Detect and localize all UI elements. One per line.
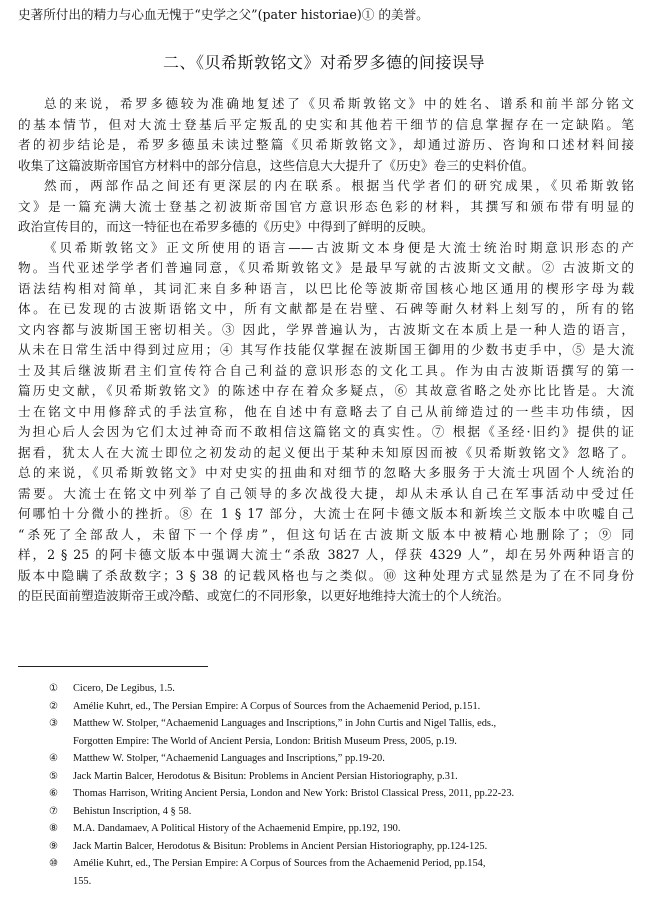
body-line: 《贝希斯敦铭文》正文所使用的语言——古波斯文本身便是大流士统治时期意识形态的产 bbox=[44, 239, 634, 255]
body-line: 者的初步结论是，希罗多德虽未读过整篇《贝希斯敦铭文》，却通过游历、咨询和口述材料间接 bbox=[18, 137, 634, 152]
footnote-number: ⑩ bbox=[49, 858, 58, 869]
footnote bbox=[18, 680, 630, 698]
body-line: “杀死了全部敌人，未留下一个俘虏”，但这句话在古波斯文版本中被精心地删除了；⑨ 同 bbox=[18, 526, 634, 542]
footnote bbox=[18, 768, 630, 786]
body-line: 政治宣传目的，而这一特征也在希罗多德的《历史》中得到了鲜明的反映。 bbox=[18, 219, 434, 234]
footnote bbox=[18, 803, 630, 821]
footnote-text-continued: Forgotten Empire: The World of Ancient Persia, London: British Museum Press, 2005, p.19. bbox=[73, 735, 457, 747]
body-line: 文》是一篇充满大流士登基之初波斯帝国官方意识形态色彩的材料，其撰写和颁布带有明显的 bbox=[18, 198, 634, 214]
footnote-text: Behistun Inscription, 4 § 58. bbox=[73, 805, 192, 817]
body-line: 样，2 § 25 的阿卡德文版本中强调大流士“杀敌 3827 人，俘获 4329 人”，却在另外两种语言的 bbox=[18, 547, 634, 562]
footnote-text: Jack Martin Balcer, Herodotus & Bisitun: Problems in Ancient Persian Historiography, p.31. bbox=[73, 770, 458, 782]
body-line: 据看，犹太人在大流士即位之初发动的起义便出于某种未知原因而被《贝希斯敦铭文》忽略了。 bbox=[18, 444, 634, 460]
footnote-text-continued: 155. bbox=[73, 875, 92, 887]
body-line: 语法结构相对简单，其词汇来自多种语言，以巴比伦等波斯帝国核心地区通用的楔形字母为载 bbox=[18, 280, 634, 296]
footnote-text: Thomas Harrison, Writing Ancient Persia, London and New York: Bristol Classical Press, 2011, pp.22-23. bbox=[73, 788, 515, 799]
body-line: 何哪怕十分微小的挫折。⑧ 在 1 § 17 部分，大流士在阿卡德文版本和新埃兰文版本中吹嘘自己 bbox=[18, 506, 634, 521]
body-line: 士在铭文中用修辞式的手法宣称，他在自述中有意略去了自己从前缔造过的一些丰功伟绩，因 bbox=[18, 403, 634, 419]
footnote-text: Matthew W. Stolper, “Achaemenid Languages and Inscriptions,” pp.19-20. bbox=[73, 753, 385, 764]
body-line: 然而，两部作品之间还有更深层的内在联系。根据当代学者们的研究成果，《贝希斯敦铭 bbox=[44, 178, 634, 193]
lead-paragraph-line: 史著所付出的精力与心血无愧于“史学之父”(pater historiae)① 的美誉。 bbox=[18, 7, 429, 22]
body-line: 的基本情节，但对大流士登基后平定叛乱的史实和其他若干细节的信息掌握存在一定缺陷。笔 bbox=[18, 116, 634, 132]
footnote bbox=[18, 820, 630, 838]
footnote-text: M.A. Dandamaev, A Political History of the Achaemenid Empire, pp.192, 190. bbox=[73, 823, 401, 834]
footnote-number: ⑥ bbox=[49, 788, 58, 799]
body-line: 的臣民面前塑造波斯帝王或冷酷、或宽仁的不同形象，以更好地维持大流士的个人统治。 bbox=[18, 588, 510, 603]
footnote-number: ② bbox=[49, 700, 58, 712]
body-line: 士及其后继波斯君主们宣传符合自己利益的意识形态的文化工具。作为由古波斯语撰写的第一 bbox=[18, 362, 634, 378]
body-line: 体。在已发现的古波斯语铭文中，所有文献都是在岩壁、石碑等耐久材料上刻写的，所有的铭 bbox=[18, 301, 634, 316]
body-line: 篇历史文献，《贝希斯敦铭文》的陈述中存在着众多疑点，⑥ 其故意省略之处亦比比皆是。大流 bbox=[18, 383, 634, 398]
footnote-number: ① bbox=[49, 683, 58, 694]
footnote-text: Matthew W. Stolper, “Achaemenid Languages and Inscriptions,” in John Curtis and Nigel Tallis, eds., bbox=[73, 718, 497, 729]
footnote-text: Cicero, De Legibus, 1.5. bbox=[73, 683, 175, 694]
footnote bbox=[18, 715, 630, 750]
footnote-text: Amélie Kuhrt, ed., The Persian Empire: A Corpus of Sources from the Achaemenid Period, p.151. bbox=[73, 700, 481, 712]
body-line: 文内容都与波斯国王密切相关。③ 因此，学界普遍认为，古波斯文在本质上是一种人造的语言， bbox=[18, 321, 634, 337]
footnote bbox=[18, 785, 630, 803]
body-line: 需要。大流士在铭文中列举了自己领导的多次战役大捷，却从未承认自己在军事活动中受过任 bbox=[18, 485, 634, 501]
footnote-number: ⑨ bbox=[49, 840, 58, 852]
footnote bbox=[18, 855, 630, 890]
footnote-divider bbox=[18, 666, 208, 667]
section-heading: 二、《贝希斯敦铭文》对希罗多德的间接误导 bbox=[162, 53, 485, 72]
footnote-number: ④ bbox=[49, 753, 58, 764]
footnote-number: ⑧ bbox=[49, 823, 58, 834]
body-line: 总的来说，《贝希斯敦铭文》中对史实的扭曲和对细节的忽略大多服务于大流士巩固个人统治的 bbox=[18, 465, 634, 480]
footnote-text: Jack Martin Balcer, Herodotus & Bisitun: Problems in Ancient Persian Historiography, pp.124-125. bbox=[73, 840, 488, 852]
body-line: 从未在日常生活中得到过应用；④ 其写作技能仅掌握在波斯国王御用的少数书吏手中，⑤ 是大流 bbox=[18, 342, 634, 357]
footnote bbox=[18, 838, 630, 856]
body-line: 为担心后人会因为它们太过神奇而不敢相信这篇铭文的真实性。⑦ 根据《圣经·旧约》提供的证 bbox=[18, 424, 634, 439]
footnote-number: ⑦ bbox=[49, 805, 58, 817]
body-line: 版本中隐瞒了杀敌数字；3 § 38 的记载风格也与之类似。⑩ 这种处理方式显然是为了在不同身份 bbox=[18, 567, 634, 583]
body-line: 物。当代亚述学学者们普遍同意，《贝希斯敦铭文》是最早写就的古波斯文文献。② 古波斯文的 bbox=[18, 260, 634, 275]
footnote-number: ⑤ bbox=[49, 770, 58, 782]
footnote-number: ③ bbox=[49, 718, 58, 729]
body-line: 收集了这篇波斯帝国官方材料中的部分信息，这些信息大大提升了《历史》卷三的史料价值。 bbox=[18, 157, 535, 173]
footnotes bbox=[18, 680, 630, 890]
body-line: 总的来说，希罗多德较为准确地复述了《贝希斯敦铭文》中的姓名、谱系和前半部分铭文 bbox=[44, 96, 634, 111]
footnote bbox=[18, 698, 630, 716]
footnote bbox=[18, 750, 630, 768]
footnote-text: Amélie Kuhrt, ed., The Persian Empire: A Corpus of Sources from the Achaemenid Period, pp.154, bbox=[73, 858, 486, 869]
body-text bbox=[18, 94, 634, 607]
